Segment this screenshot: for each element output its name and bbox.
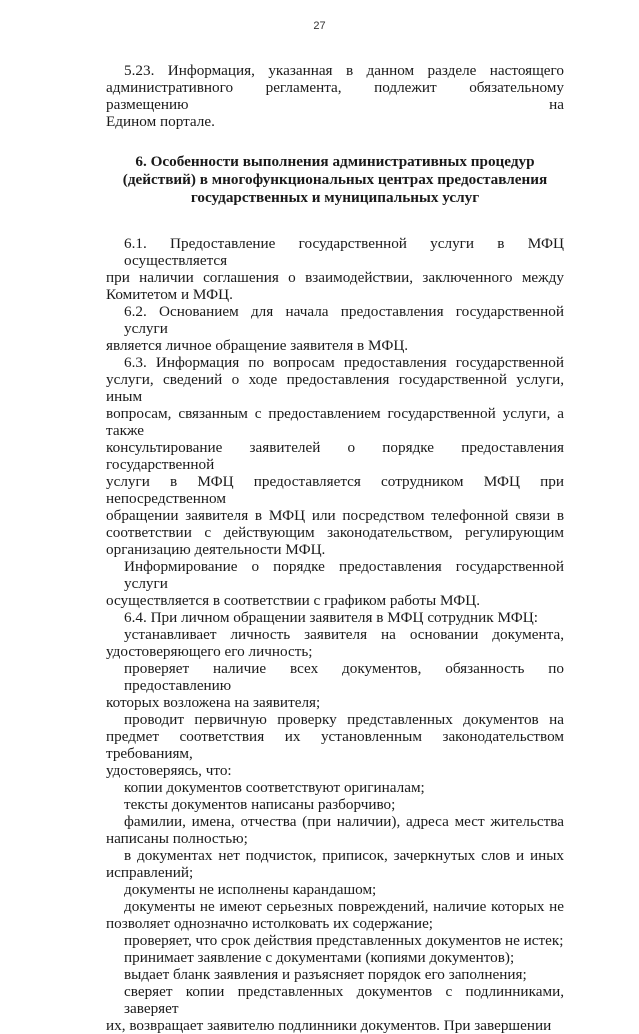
- text-line: позволяет однозначно истолковать их содержание;: [106, 915, 434, 932]
- paragraph-p64: [106, 609, 564, 626]
- text-line: сверяет копии представленных документов с подлинниками, заверяет: [124, 983, 564, 1017]
- paragraph-p64h: [106, 881, 564, 898]
- text-line: Информирование о порядке предоставления государственной услуги: [124, 558, 564, 592]
- paragraph-p64c: [106, 711, 564, 779]
- text-line: 6.4. При личном обращении заявителя в МФЦ сотрудник МФЦ:: [124, 609, 538, 626]
- page-number: 27: [313, 20, 326, 32]
- text-line: выдает бланк заявления и разъясняет порядок его заполнения;: [124, 966, 527, 983]
- text-line: копии документов соответствуют оригиналам;: [124, 779, 425, 796]
- paragraph-p64j: [106, 932, 564, 949]
- paragraph-p64l: [106, 966, 564, 983]
- text-line: 5.23. Информация, указанная в данном разделе настоящего: [124, 62, 564, 79]
- text-line: в документах нет подчисток, приписок, зачеркнутых слов и иных: [124, 847, 564, 864]
- text-line: обращении заявителя в МФЦ или посредством телефонной связи в: [106, 507, 564, 524]
- paragraph-p64m: [106, 983, 564, 1034]
- paragraph-p61: [106, 235, 564, 303]
- text-line: 6.2. Основанием для начала предоставления государственной услуги: [124, 303, 564, 337]
- text-line: документы не имеют серьезных повреждений, наличие которых не: [124, 898, 564, 915]
- text-line: предмет соответствия их установленным законодательством требованиям,: [106, 728, 564, 762]
- text-line: вопросам, связанным с предоставлением государственной услуги, а также: [106, 405, 564, 439]
- paragraph-p64a: [106, 626, 564, 660]
- paragraph-p64d: [106, 779, 564, 796]
- paragraph-p64e: [106, 796, 564, 813]
- heading-line: (действий) в многофункциональных центрах предоставления: [122, 171, 548, 188]
- document-body: [106, 62, 564, 1034]
- text-line: организацию деятельности МФЦ.: [106, 541, 326, 558]
- paragraph-5-23: [106, 62, 564, 130]
- text-line: соответствии с действующим законодательством, регулирующим: [106, 524, 564, 541]
- paragraph-p64f: [106, 813, 564, 847]
- heading-line: государственных и муниципальных услуг: [190, 189, 480, 206]
- text-line: услуги в МФЦ предоставляется сотрудником МФЦ при непосредственном: [106, 473, 564, 507]
- text-line: проверяет наличие всех документов, обязанность по предоставлению: [124, 660, 564, 694]
- section-body: [106, 235, 564, 1034]
- text-line: осуществляется в соответствии с графиком работы МФЦ.: [106, 592, 481, 609]
- paragraph-p64b: [106, 660, 564, 711]
- text-line: 6.3. Информация по вопросам предоставления государственной: [124, 354, 564, 371]
- text-line: Комитетом и МФЦ.: [106, 286, 233, 303]
- text-line: удостоверяющего его личность;: [106, 643, 313, 660]
- text-line: фамилии, имена, отчества (при наличии), адреса мест жительства: [124, 813, 564, 830]
- text-line: написаны полностью;: [106, 830, 248, 847]
- text-line: административного регламента, подлежит обязательному размещению на: [106, 79, 564, 113]
- text-line: тексты документов написаны разборчиво;: [124, 796, 396, 813]
- text-line: проводит первичную проверку представленных документов на: [124, 711, 564, 728]
- text-line: 6.1. Предоставление государственной услуги в МФЦ осуществляется: [124, 235, 564, 269]
- text-line: услуги, сведений о ходе предоставления государственной услуги, иным: [106, 371, 564, 405]
- section-heading: [106, 153, 564, 207]
- text-line: проверяет, что срок действия представленных документов не истек;: [124, 932, 564, 949]
- paragraph-p63: [106, 354, 564, 558]
- paragraph-p64g: [106, 847, 564, 881]
- text-line: является личное обращение заявителя в МФЦ.: [106, 337, 409, 354]
- text-line: исправлений;: [106, 864, 194, 881]
- paragraph-p64k: [106, 949, 564, 966]
- paragraph-p62: [106, 303, 564, 354]
- text-line: удостоверяясь, что:: [106, 762, 232, 779]
- text-line: принимает заявление с документами (копиями документов);: [124, 949, 515, 966]
- heading-line: 6. Особенности выполнения административных процедур: [135, 153, 535, 170]
- text-line: консультирование заявителей о порядке предоставления государственной: [106, 439, 564, 473]
- text-line: которых возложена на заявителя;: [106, 694, 321, 711]
- text-line: Едином портале.: [106, 113, 215, 130]
- text-line: при наличии соглашения о взаимодействии, заключенного между: [106, 269, 564, 286]
- text-line: устанавливает личность заявителя на основании документа,: [124, 626, 564, 643]
- text-line: документы не исполнены карандашом;: [124, 881, 377, 898]
- paragraph-p63b: [106, 558, 564, 609]
- paragraph-p64i: [106, 898, 564, 932]
- text-line: их, возвращает заявителю подлинники документов. При завершении: [106, 1017, 552, 1034]
